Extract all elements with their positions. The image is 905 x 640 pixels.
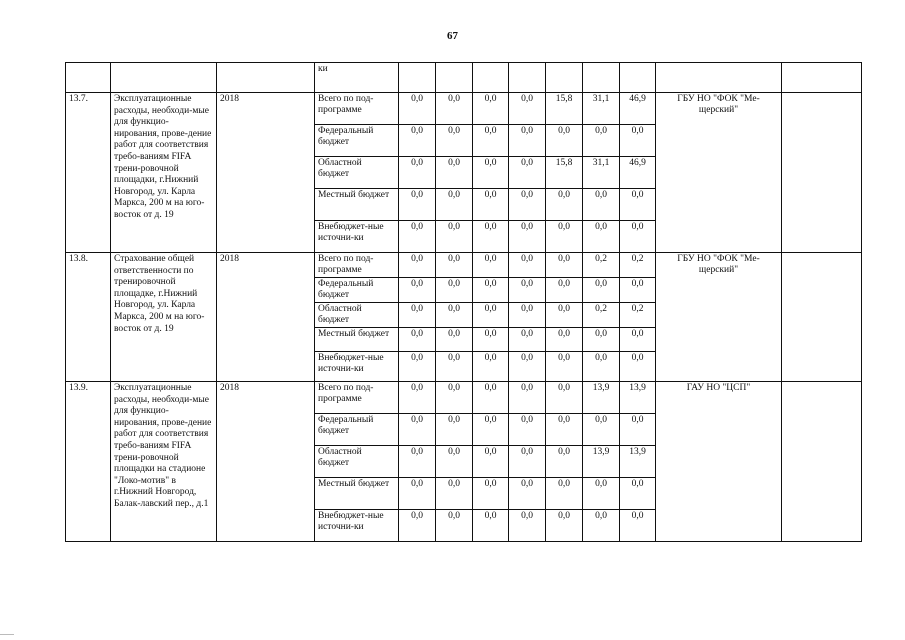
- continuation-value-cell: [583, 63, 620, 93]
- amount-cell: 0,0: [583, 278, 620, 303]
- amount-cell: 0,0: [473, 157, 509, 189]
- amount-cell: 0,0: [620, 328, 656, 352]
- amount-cell: 0,0: [399, 414, 436, 446]
- amount-cell: 0,0: [546, 478, 583, 510]
- continuation-executor-cell: [656, 63, 782, 93]
- funding-source-cell: Федеральный бюджет: [315, 414, 399, 446]
- funding-source-cell: Всего по под-программе: [315, 382, 399, 414]
- continuation-row: [66, 63, 862, 93]
- continuation-value-cell: [473, 63, 509, 93]
- amount-cell: 0,0: [436, 157, 473, 189]
- amount-cell: 0,0: [436, 125, 473, 157]
- continuation-extra-cell: [782, 63, 862, 93]
- amount-cell: 0,0: [509, 510, 546, 542]
- item-number-cell: 13.8.: [66, 253, 111, 382]
- item-year-cell: 2018: [217, 253, 315, 382]
- amount-cell: 0,0: [473, 93, 509, 125]
- amount-cell: 0,0: [473, 446, 509, 478]
- amount-cell: 13,9: [620, 382, 656, 414]
- scan-edge-mark: [0, 634, 14, 635]
- amount-cell: 0,0: [509, 157, 546, 189]
- amount-cell: 0,0: [546, 221, 583, 253]
- continuation-year-cell: [217, 63, 315, 93]
- amount-cell: 15,8: [546, 157, 583, 189]
- amount-cell: 0,0: [546, 125, 583, 157]
- amount-cell: 0,0: [399, 446, 436, 478]
- executor-cell: ГАУ НО "ЦСП": [656, 382, 782, 542]
- amount-cell: 0,0: [620, 278, 656, 303]
- amount-cell: 0,0: [436, 278, 473, 303]
- amount-cell: 0,0: [436, 414, 473, 446]
- amount-cell: 0,0: [436, 303, 473, 328]
- amount-cell: 0,0: [473, 352, 509, 382]
- amount-cell: 0,0: [473, 189, 509, 221]
- amount-cell: 0,0: [473, 510, 509, 542]
- funding-source-cell: Всего по под-программе: [315, 93, 399, 125]
- empty-extra-cell: [782, 253, 862, 382]
- amount-cell: 0,0: [436, 478, 473, 510]
- amount-cell: 13,9: [583, 382, 620, 414]
- amount-cell: 0,0: [546, 253, 583, 278]
- amount-cell: 0,0: [399, 328, 436, 352]
- amount-cell: 0,0: [473, 478, 509, 510]
- amount-cell: 0,0: [546, 510, 583, 542]
- amount-cell: 0,0: [399, 478, 436, 510]
- item-description-cell: Эксплуатационные расходы, необходи-мые для функцио-нирования, прове-дение работ для соответствия требо-ваниям FIFA трени-ровочной площадки на стадионе "Локо-мотив" в г.Нижний Новгород, Балак-лавский пер., д.1: [111, 382, 217, 542]
- amount-cell: 0,0: [399, 93, 436, 125]
- amount-cell: 0,0: [473, 125, 509, 157]
- continuation-value-cell: [546, 63, 583, 93]
- funding-source-cell: Областной бюджет: [315, 446, 399, 478]
- amount-cell: 0,0: [583, 414, 620, 446]
- amount-cell: 0,2: [583, 253, 620, 278]
- amount-cell: 0,0: [583, 221, 620, 253]
- amount-cell: 0,0: [546, 352, 583, 382]
- item-description-cell: Эксплуатационные расходы, необходи-мые для функцио-нирования, прове-дение работ для соответствия требо-ваниям FIFA трени-ровочной площадки, г.Нижний Новгород, ул. Карла Маркса, 200 м на юго-восток от д. 19: [111, 93, 217, 253]
- amount-cell: 0,0: [436, 352, 473, 382]
- table-row: [66, 253, 862, 278]
- amount-cell: 0,0: [509, 303, 546, 328]
- continuation-value-cell: [620, 63, 656, 93]
- amount-cell: 0,0: [399, 510, 436, 542]
- table-row: [66, 93, 862, 125]
- amount-cell: 0,0: [436, 221, 473, 253]
- amount-cell: 0,0: [436, 382, 473, 414]
- amount-cell: 0,0: [509, 189, 546, 221]
- continuation-number-cell: [66, 63, 111, 93]
- amount-cell: 0,0: [546, 446, 583, 478]
- amount-cell: 0,0: [399, 125, 436, 157]
- amount-cell: 0,0: [399, 303, 436, 328]
- item-number-cell: 13.7.: [66, 93, 111, 253]
- amount-cell: 31,1: [583, 93, 620, 125]
- funding-source-cell: Местный бюджет: [315, 478, 399, 510]
- amount-cell: 0,0: [399, 157, 436, 189]
- executor-cell: ГБУ НО "ФОК "Ме-щерский": [656, 93, 782, 253]
- amount-cell: 0,0: [509, 93, 546, 125]
- funding-source-cell: Местный бюджет: [315, 328, 399, 352]
- amount-cell: 0,0: [546, 278, 583, 303]
- amount-cell: 0,0: [546, 382, 583, 414]
- amount-cell: 0,0: [509, 278, 546, 303]
- funding-source-cell: Областной бюджет: [315, 157, 399, 189]
- amount-cell: 0,2: [620, 253, 656, 278]
- amount-cell: 0,0: [583, 189, 620, 221]
- amount-cell: 0,0: [436, 446, 473, 478]
- amount-cell: 0,0: [620, 125, 656, 157]
- amount-cell: 0,0: [583, 510, 620, 542]
- amount-cell: 0,0: [509, 328, 546, 352]
- funding-source-cell: Внебюджет-ные источни-ки: [315, 352, 399, 382]
- amount-cell: 0,0: [473, 382, 509, 414]
- amount-cell: 13,9: [620, 446, 656, 478]
- continuation-source-cell: [315, 63, 399, 93]
- continuation-source-text: ки: [318, 64, 328, 74]
- amount-cell: 0,0: [509, 446, 546, 478]
- amount-cell: 0,0: [509, 352, 546, 382]
- continuation-value-cell: [399, 63, 436, 93]
- funding-source-cell: Внебюджет-ные источни-ки: [315, 221, 399, 253]
- amount-cell: 0,0: [546, 189, 583, 221]
- budget-table: [65, 62, 862, 542]
- amount-cell: 0,0: [620, 478, 656, 510]
- continuation-value-cell: [436, 63, 473, 93]
- amount-cell: 0,0: [509, 125, 546, 157]
- amount-cell: 0,0: [509, 414, 546, 446]
- page-number: 67: [447, 30, 458, 42]
- table-row: [66, 382, 862, 414]
- amount-cell: 0,0: [436, 328, 473, 352]
- funding-source-cell: Местный бюджет: [315, 189, 399, 221]
- amount-cell: 0,2: [620, 303, 656, 328]
- amount-cell: 0,0: [473, 303, 509, 328]
- amount-cell: 0,0: [436, 253, 473, 278]
- amount-cell: 0,0: [399, 382, 436, 414]
- amount-cell: 0,0: [583, 328, 620, 352]
- amount-cell: 46,9: [620, 93, 656, 125]
- amount-cell: 0,0: [436, 189, 473, 221]
- item-description-cell: Страхование общей ответственности по тренировочной площадке, г.Нижний Новгород, ул. Карла Маркса, 200 м на юго-восток от д. 19: [111, 253, 217, 382]
- amount-cell: 15,8: [546, 93, 583, 125]
- amount-cell: 0,0: [509, 221, 546, 253]
- funding-source-cell: Федеральный бюджет: [315, 125, 399, 157]
- amount-cell: 0,0: [399, 352, 436, 382]
- amount-cell: 0,0: [546, 303, 583, 328]
- amount-cell: 0,0: [620, 189, 656, 221]
- empty-extra-cell: [782, 382, 862, 542]
- item-year-cell: 2018: [217, 93, 315, 253]
- amount-cell: 0,0: [620, 221, 656, 253]
- amount-cell: 0,0: [620, 510, 656, 542]
- funding-source-cell: Федеральный бюджет: [315, 278, 399, 303]
- amount-cell: 0,0: [473, 278, 509, 303]
- amount-cell: 0,0: [509, 478, 546, 510]
- executor-cell: ГБУ НО "ФОК "Ме-щерский": [656, 253, 782, 382]
- funding-source-cell: Внебюджет-ные источни-ки: [315, 510, 399, 542]
- item-number-cell: 13.9.: [66, 382, 111, 542]
- amount-cell: 46,9: [620, 157, 656, 189]
- amount-cell: 0,0: [399, 253, 436, 278]
- funding-source-cell: Всего по под-программе: [315, 253, 399, 278]
- amount-cell: 0,0: [546, 328, 583, 352]
- item-year-cell: 2018: [217, 382, 315, 542]
- amount-cell: 0,0: [473, 221, 509, 253]
- amount-cell: 0,0: [509, 382, 546, 414]
- amount-cell: 0,0: [583, 478, 620, 510]
- amount-cell: 0,0: [546, 414, 583, 446]
- funding-source-cell: Областной бюджет: [315, 303, 399, 328]
- amount-cell: 13,9: [583, 446, 620, 478]
- amount-cell: 0,0: [583, 352, 620, 382]
- continuation-description-cell: [111, 63, 217, 93]
- amount-cell: 0,0: [399, 221, 436, 253]
- continuation-value-cell: [509, 63, 546, 93]
- amount-cell: 0,0: [436, 93, 473, 125]
- amount-cell: 0,0: [620, 414, 656, 446]
- amount-cell: 0,0: [436, 510, 473, 542]
- amount-cell: 0,0: [583, 125, 620, 157]
- empty-extra-cell: [782, 93, 862, 253]
- amount-cell: 0,0: [399, 278, 436, 303]
- amount-cell: 0,0: [473, 414, 509, 446]
- amount-cell: 0,0: [473, 253, 509, 278]
- amount-cell: 0,2: [583, 303, 620, 328]
- amount-cell: 0,0: [620, 352, 656, 382]
- amount-cell: 31,1: [583, 157, 620, 189]
- amount-cell: 0,0: [509, 253, 546, 278]
- amount-cell: 0,0: [473, 328, 509, 352]
- amount-cell: 0,0: [399, 189, 436, 221]
